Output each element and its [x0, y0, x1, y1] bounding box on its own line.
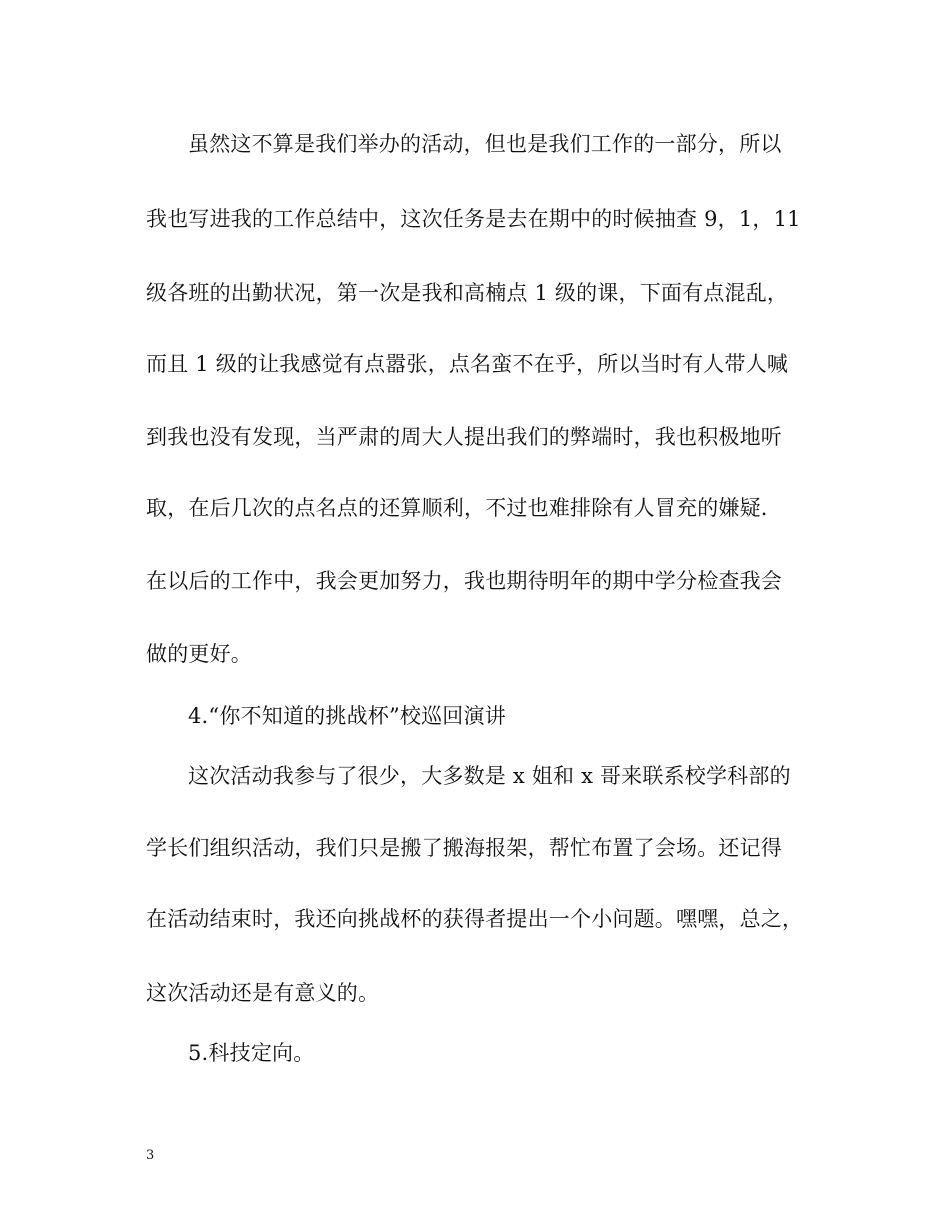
- paragraph-line: 学长们组织活动，我们只是搬了搬海报架，帮忙布置了会场。还记得: [146, 836, 782, 860]
- paragraph-line: 做的更好。: [146, 642, 252, 666]
- paragraph-line: 这次活动我参与了很少，大多数是 x 姐和 x 哥来联系校学科部的: [188, 764, 791, 788]
- section-heading: 4.“你不知道的挑战杯”校巡回演讲: [188, 704, 506, 728]
- paragraph-line: 在活动结束时，我还向挑战杯的获得者提出一个小问题。嘿嘿，总之，: [146, 907, 804, 931]
- paragraph-line: 到我也没有发现，当严肃的周大人提出我们的弊端时，我也积极地听: [146, 425, 782, 449]
- paragraph-line: 在以后的工作中，我会更加努力，我也期待明年的期中学分检查我会: [146, 569, 782, 593]
- section-heading: 5.科技定向。: [188, 1041, 315, 1065]
- paragraph-line: 虽然这不算是我们举办的活动，但也是我们工作的一部分，所以: [188, 132, 782, 156]
- paragraph-line: 而且 1 级的让我感觉有点嚣张，点名蛮不在乎，所以当时有人带人喊: [146, 352, 789, 376]
- paragraph-line: 我也写进我的工作总结中，这次任务是去在期中的时候抽查 9，1，11: [146, 207, 801, 231]
- paragraph-line: 取，在后几次的点名点的还算顺利，不过也难排除有人冒充的嫌疑.: [146, 496, 768, 520]
- paragraph-line: 级各班的出勤状况，第一次是我和高楠点 1 级的课，下面有点混乱，: [146, 281, 789, 305]
- paragraph-line: 这次活动还是有意义的。: [146, 981, 380, 1005]
- page-number: 3: [146, 1148, 155, 1163]
